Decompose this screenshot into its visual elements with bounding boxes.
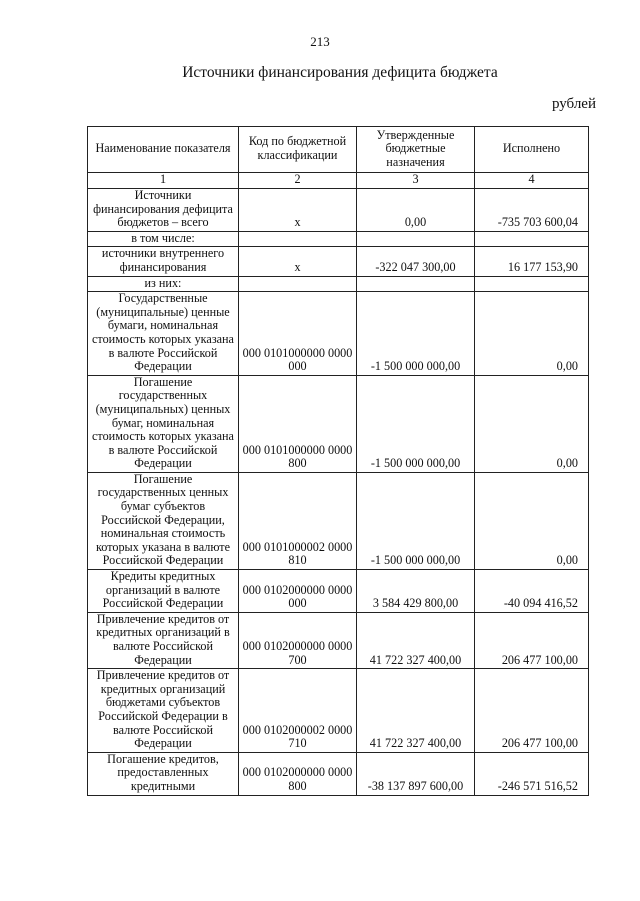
header-executed: Исполнено <box>475 127 589 173</box>
indicator-name-cell: источники внутреннего финансирования <box>88 247 239 276</box>
indicator-name-cell: Привлечение кредитов от кредитных организаций в валюте Российской Федерации <box>88 612 239 668</box>
budget-code-cell: 000 0102000002 0000 710 <box>239 669 357 753</box>
indicator-name-cell: в том числе: <box>88 231 239 247</box>
executed-amount-cell <box>475 231 589 247</box>
approved-amount-cell: 3 584 429 800,00 <box>357 570 475 613</box>
header-indicator-name: Наименование показателя <box>88 127 239 173</box>
indicator-name-cell: Государственные (муниципальные) ценные бумаги, номинальная стоимость которых указана в валюте Российской Федерации <box>88 292 239 376</box>
approved-amount-cell <box>357 231 475 247</box>
table-row <box>88 189 589 232</box>
executed-amount-cell: 206 477 100,00 <box>475 669 589 753</box>
approved-amount-cell <box>357 276 475 292</box>
executed-amount-cell: -40 094 416,52 <box>475 570 589 613</box>
indicator-name-cell: из них: <box>88 276 239 292</box>
approved-amount-cell: 41 722 327 400,00 <box>357 669 475 753</box>
page-number: 213 <box>310 34 330 49</box>
approved-amount-cell: -1 500 000 000,00 <box>357 292 475 376</box>
page-title: Источники финансирования дефицита бюджета <box>182 64 498 81</box>
table-row <box>88 292 589 376</box>
approved-amount-cell: 0,00 <box>357 189 475 232</box>
table-header <box>88 127 589 173</box>
budget-code-cell: 000 0102000000 0000 700 <box>239 612 357 668</box>
table-row <box>88 669 589 753</box>
executed-amount-cell: 206 477 100,00 <box>475 612 589 668</box>
budget-code-cell <box>239 276 357 292</box>
table-row <box>88 472 589 569</box>
indicator-name-cell: Привлечение кредитов от кредитных организаций бюджетами субъектов Российской Федерации в валюте Российской Федерации <box>88 669 239 753</box>
column-number: 3 <box>357 173 475 189</box>
indicator-name-cell: Источники финансирования дефицита бюджетов – всего <box>88 189 239 232</box>
column-number: 1 <box>88 173 239 189</box>
column-number-row <box>88 173 589 189</box>
table-row <box>88 276 589 292</box>
executed-amount-cell: -246 571 516,52 <box>475 752 589 795</box>
column-number: 4 <box>475 173 589 189</box>
budget-code-cell: х <box>239 247 357 276</box>
approved-amount-cell: -1 500 000 000,00 <box>357 472 475 569</box>
budget-code-cell <box>239 231 357 247</box>
approved-amount-cell: -1 500 000 000,00 <box>357 375 475 472</box>
deficit-financing-table <box>87 126 589 796</box>
header-approved: Утвержденные бюджетные назначения <box>357 127 475 173</box>
executed-amount-cell: -735 703 600,04 <box>475 189 589 232</box>
indicator-name-cell: Погашение кредитов, предоставленных кредитными <box>88 752 239 795</box>
header-row <box>88 127 589 173</box>
executed-amount-cell <box>475 276 589 292</box>
indicator-name-cell: Кредиты кредитных организаций в валюте Российской Федерации <box>88 570 239 613</box>
approved-amount-cell: 41 722 327 400,00 <box>357 612 475 668</box>
executed-amount-cell: 0,00 <box>475 375 589 472</box>
executed-amount-cell: 0,00 <box>475 472 589 569</box>
budget-code-cell: х <box>239 189 357 232</box>
executed-amount-cell: 0,00 <box>475 292 589 376</box>
budget-code-cell: 000 0102000000 0000 800 <box>239 752 357 795</box>
indicator-name-cell: Погашение государственных (муниципальных) ценных бумаг, номинальная стоимость которых указана в валюте Российской Федерации <box>88 375 239 472</box>
table-row <box>88 752 589 795</box>
header-budget-code: Код по бюджетной классификации <box>239 127 357 173</box>
indicator-name-cell: Погашение государственных ценных бумаг субъектов Российской Федерации, номинальная стоимость которых указана в валюте Российской Федерации <box>88 472 239 569</box>
budget-code-cell: 000 0102000000 0000 000 <box>239 570 357 613</box>
approved-amount-cell: -322 047 300,00 <box>357 247 475 276</box>
currency-units: рублей <box>551 96 596 112</box>
table-row <box>88 375 589 472</box>
budget-code-cell: 000 0101000002 0000 810 <box>239 472 357 569</box>
approved-amount-cell: -38 137 897 600,00 <box>357 752 475 795</box>
table-row <box>88 570 589 613</box>
budget-code-cell: 000 0101000000 0000 000 <box>239 292 357 376</box>
executed-amount-cell: 16 177 153,90 <box>475 247 589 276</box>
table-body <box>88 173 589 796</box>
column-number: 2 <box>239 173 357 189</box>
budget-code-cell: 000 0101000000 0000 800 <box>239 375 357 472</box>
table-row <box>88 612 589 668</box>
table-row <box>88 247 589 276</box>
table-row <box>88 231 589 247</box>
